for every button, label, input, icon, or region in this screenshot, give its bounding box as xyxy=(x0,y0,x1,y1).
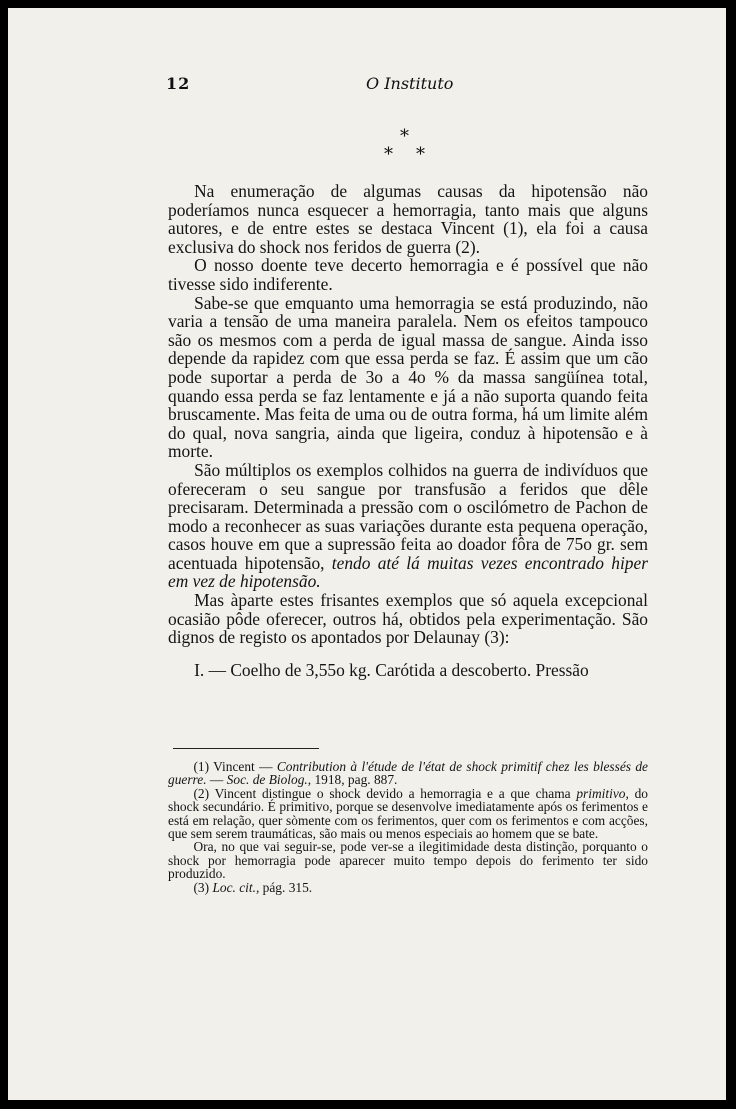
footnote-1-prefix: (1) Vincent — xyxy=(193,759,273,774)
footnote-3 xyxy=(168,881,648,894)
page-number: 12 xyxy=(166,74,191,93)
asterisk-top: * xyxy=(400,126,409,147)
footnote-rule xyxy=(173,748,319,749)
footnote-2-prefix: (2) Vincent distingue o shock devido a hemorragia e a que chama xyxy=(193,785,571,801)
footnote-3-prefix: (3) xyxy=(193,879,210,895)
paragraph-tension: Sabe-se que emquanto uma hemorragia se está produzindo, não varia a tensão de uma maneira paralela. Nem os efeitos tampouco são os mesmos com a perda de igual massa de sangue. Ainda isso depende da rapidez com que essa perda se faz. É assim que um cão pode suportar a perda de 3o a 4o % da massa sangüínea total, quando essa perda se faz lentamente e já a não suporta quando feita bruscamente. Mas feita de uma ou de outra forma, há um limite além do qual, nova sangria, ainda que ligeira, conduz à hipotensão e à morte. xyxy=(168,292,649,462)
experiment-line: I. — Coelho de 3,55o kg. Carótida a descoberto. Pressão xyxy=(194,659,589,680)
footnote-2-suffix: do shock secundário. É primitivo, porque se desenvolve imediatamente após os ferimentos e está em relação, quer sòmente com os ferimentos, quer com os ferimentos e com acções, que sem serem traumáticas, são mais ou menos especiais ao homem que se bate. xyxy=(168,785,648,842)
footnote-1-title: Contribution à l'étude de l'état de shock primitif chez les blessés de guerre. xyxy=(168,759,648,788)
paragraph-hemorrhage-intro: Na enumeração de algumas causas da hipotensão não poderíamos nunca esquecer a hemorragia, tanto mais que alguns autores, e de entre estes se destaca Vincent (1), ela foi a causa exclusiva do shock nos feridos de guerra (2). xyxy=(168,181,648,257)
asterisk-left: * xyxy=(384,144,393,165)
paragraph-patient: O nosso doente teve decerto hemorragia e é possível que não tivesse sido indiferente. xyxy=(168,255,648,294)
paragraph-transfusion-italic: tendo até lá muitas vezes encontrado hiper em vez de hipotensão. xyxy=(168,552,648,592)
paragraph-experiments: Mas àparte estes frisantes exemplos que só aquela excepcional ocasião pôde oferecer, outros há, obtidos pela experimentação. São dignos de registo os apontados por Delaunay (3): xyxy=(168,590,648,648)
paragraph-transfusion xyxy=(168,461,648,591)
footnote-2-italic: primitivo, xyxy=(576,785,629,801)
footnote-1-dash: — xyxy=(209,772,224,788)
asterisk-right: * xyxy=(416,144,425,165)
footnote-3-italic: Loc. cit., xyxy=(212,879,260,895)
footnotes xyxy=(168,760,648,894)
running-header xyxy=(8,74,726,98)
running-title: O Instituto xyxy=(366,74,454,93)
paragraph-transfusion-text: São múltiplos os exemplos colhidos na guerra de indivíduos que ofereceram o seu sangue por transfusão a feridos que dêle precisaram. Determinada a pressão com o oscilómetro de Pachon de modo a reconhecer as suas variações durante esta pequena operação, casos houve em que a supressão feita ao doador fôra de 75o gr. sem acentuada hipotensão, xyxy=(168,459,648,573)
footnote-2-continuation: Ora, no que vai seguir-se, pode ver-se a ilegitimidade desta distinção, porquanto o shock por hemorragia pode aparecer muito tempo depois do ferimento ter sido produzido. xyxy=(168,839,648,882)
footnote-1-journal: Soc. de Biolog., xyxy=(226,772,312,788)
footnote-1 xyxy=(168,760,648,787)
footnote-1-suffix: 1918, pag. 887. xyxy=(314,772,398,788)
footnote-3-suffix: pág. 315. xyxy=(262,879,313,895)
asterism-section-break xyxy=(380,126,430,166)
book-page xyxy=(8,8,726,1100)
footnote-2 xyxy=(168,787,648,841)
body-text xyxy=(168,182,648,679)
